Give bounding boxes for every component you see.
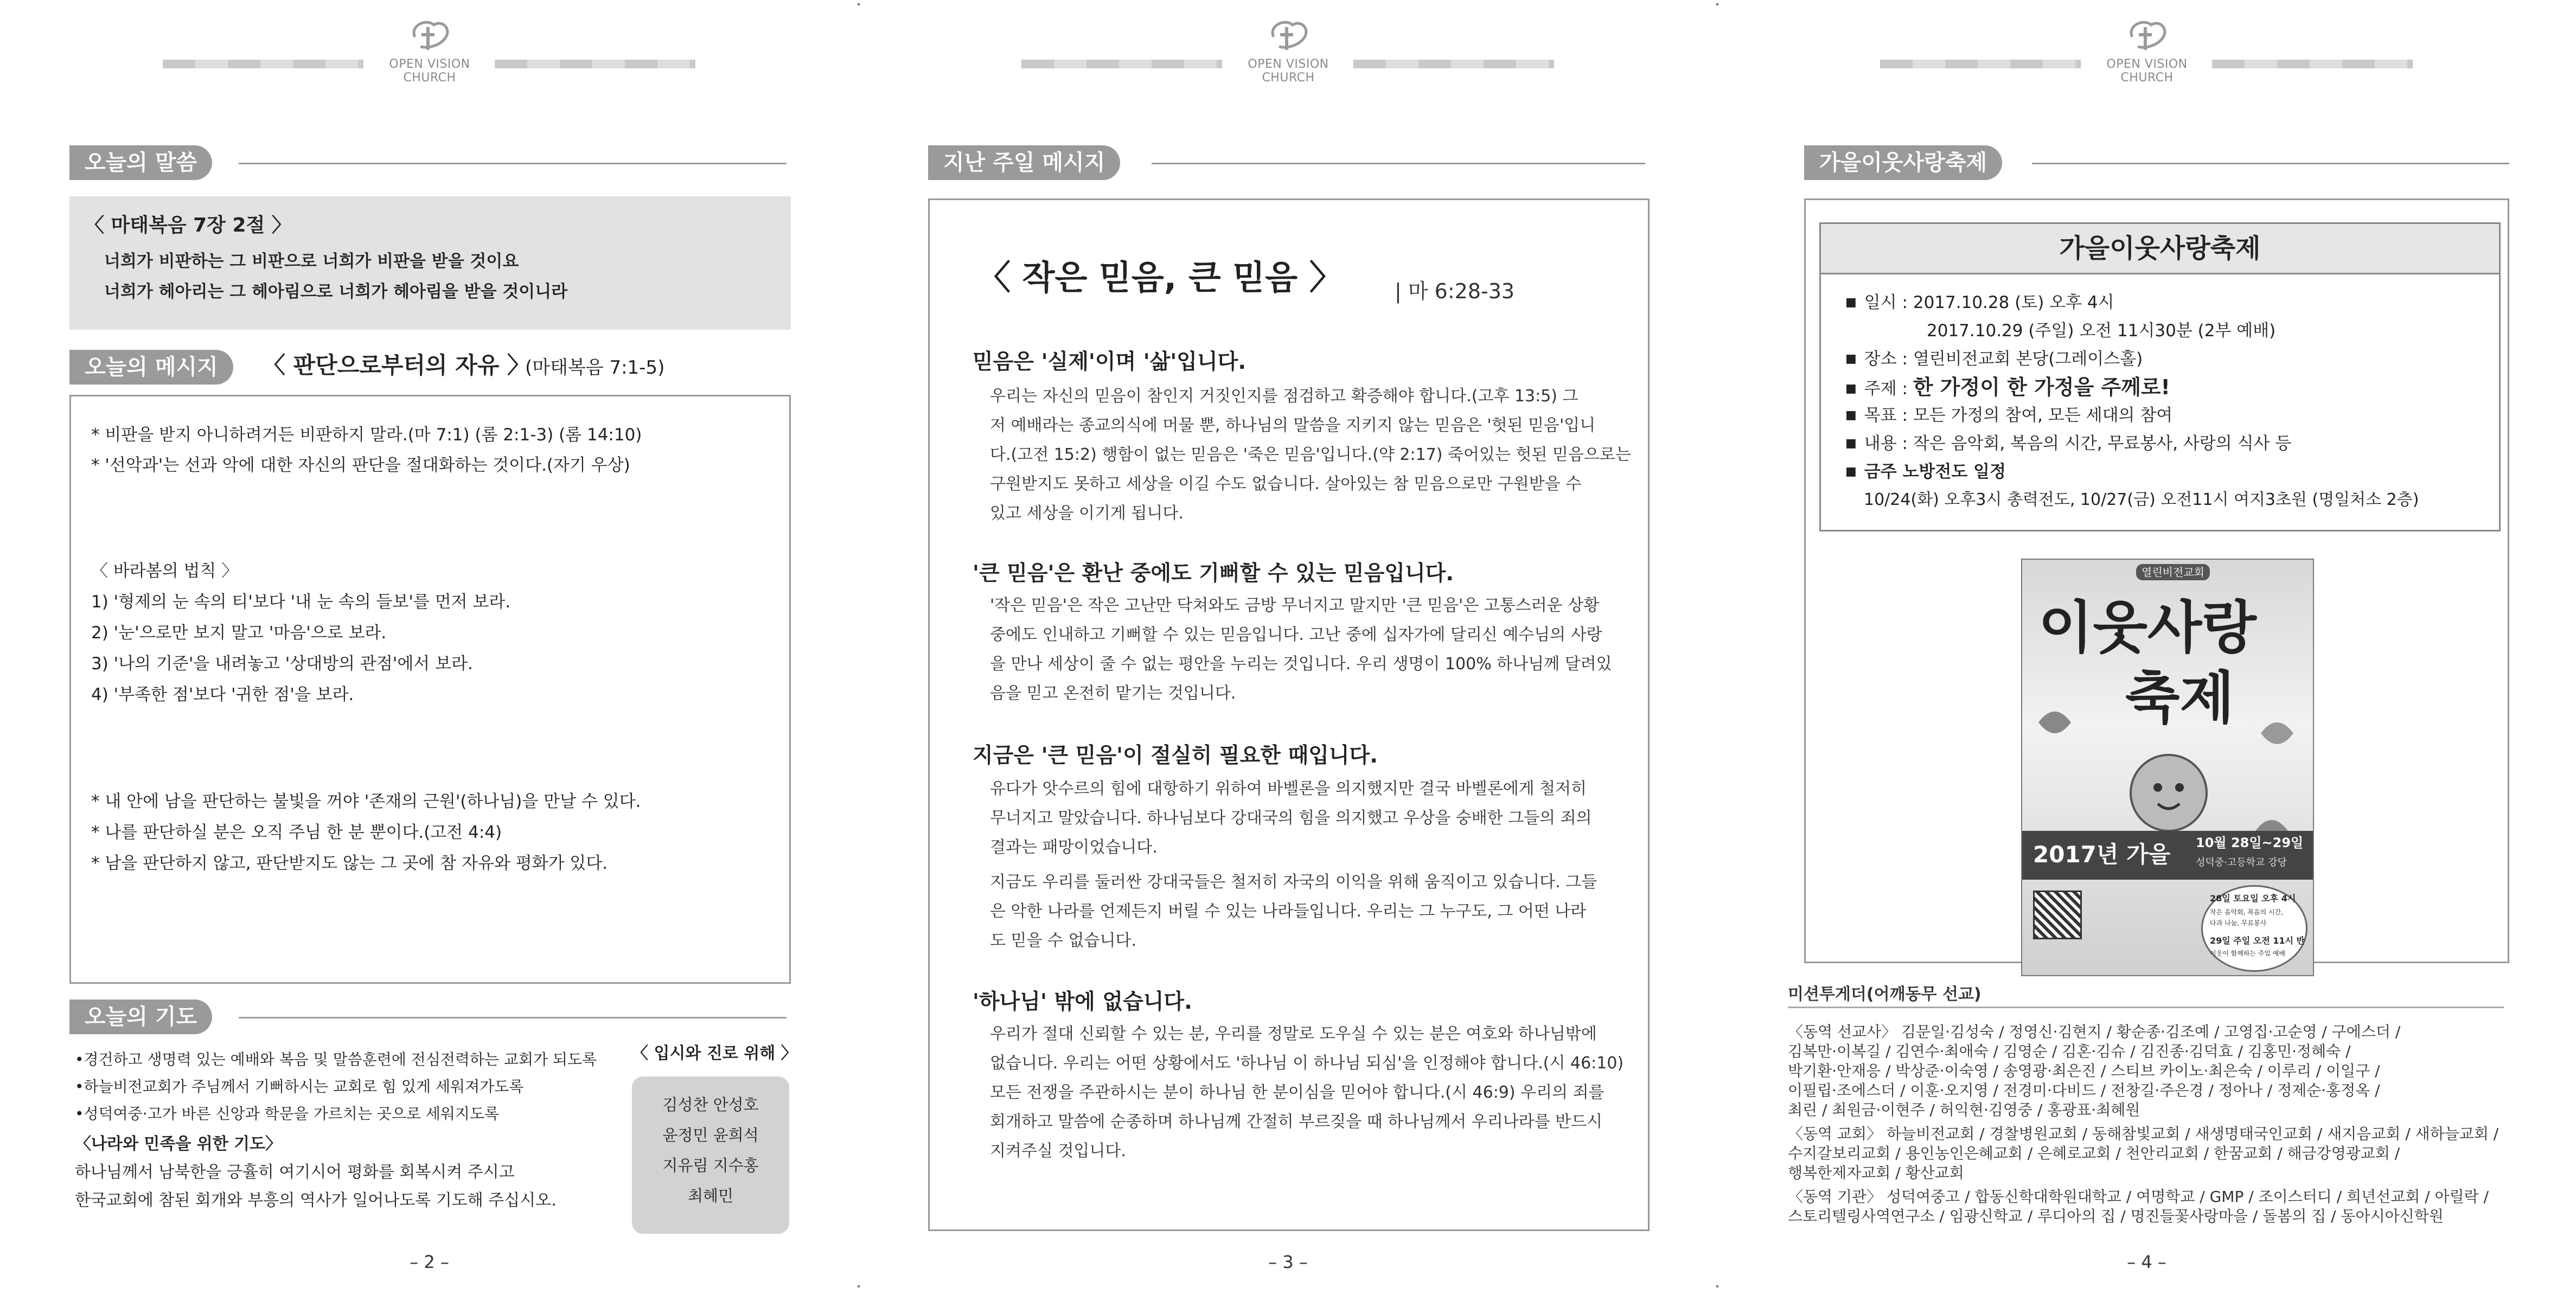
sermon-line: 모든 전쟁을 주관하시는 분이 하나님 한 분이심을 믿어야 합니다.(시 46:9) 우리의 죄를: [990, 1083, 1605, 1102]
section-rule: [1152, 163, 1645, 164]
entrance-names-box: [632, 1077, 789, 1234]
crop-mark: [858, 1285, 860, 1287]
sermon-line: 회개하고 말씀에 순종하며 하나님께 간절히 부르짖을 때 하나님께서 우리나라를 반드시: [990, 1112, 1603, 1131]
church-name: OPEN VISION CHURCH: [2106, 57, 2188, 85]
header-bar-left: [1021, 60, 1222, 68]
crop-mark: [1716, 3, 1718, 5]
festival-item: ■ 내용 : 작은 음악회, 복음의 시간, 무료봉사, 사랑의 식사 등: [1845, 430, 2291, 460]
poster-place: 성덕중·고등학교 강당: [2196, 857, 2287, 868]
nation-title: 〈나라와 민족을 위한 기도〉: [75, 1135, 282, 1154]
section-rule: [239, 1017, 787, 1018]
page-header: [0, 15, 859, 85]
sermon-heading: '하나님' 밖에 없습니다.: [973, 990, 1192, 1014]
poster-sun: 29일 주일 오전 11시 반: [2210, 936, 2305, 946]
section-rule: [1788, 1007, 2504, 1008]
church-logo-icon: [404, 15, 454, 54]
festival-box-title: 가을이웃사랑축제: [1819, 222, 2501, 274]
mission-line: 이필립·조에스더 / 이훈·오지영 / 전경미·다비드 / 전창길·주은경 / 정아나 / 정제순·홍정옥 /: [1788, 1081, 2380, 1099]
entrance-name: 김성찬 안성호: [662, 1096, 759, 1114]
page-number: – 2 –: [410, 1252, 449, 1272]
sermon-line: 은 악한 나라를 언제든지 버릴 수 있는 나라들입니다. 우리는 그 누구도, 그 어떤 나라: [990, 902, 1587, 921]
header-bar-left: [163, 60, 363, 68]
poster-sat: 28일 토요일 오후 4시: [2210, 893, 2296, 904]
festival-poster: [2021, 559, 2314, 976]
mission-line: 〈동역 교회〉 하늘비전교회 / 경찰병원교회 / 동해참빛교회 / 새생명태국인교회 / 새지음교회 / 새하늘교회 /: [1788, 1125, 2499, 1143]
page-4: [1717, 0, 2576, 1294]
sermon-line: 저 예배라는 종교의식에 머물 뿐, 하나님의 말씀을 지키지 않는 믿음은 '헛된 믿음'입니: [990, 416, 1596, 435]
verse-line: 너희가 헤아리는 그 헤아림으로 너희가 헤아림을 받을 것이니라: [104, 282, 568, 302]
poster-sun-desc: 이웃이 함께하는 주일 예배: [2210, 950, 2285, 957]
church-name: OPEN VISION CHURCH: [389, 57, 470, 85]
sermon-line: 지켜주실 것입니다.: [990, 1142, 1126, 1161]
prayer-section-title: 오늘의 기도: [69, 1000, 212, 1034]
sermon-line: 다.(고전 15:2) 행함이 없는 믿음은 '죽은 믿음'입니다.(약 2:17) 죽어있는 헛된 믿음으로는: [990, 445, 1631, 464]
church-name: OPEN VISION CHURCH: [1248, 57, 1329, 85]
sermon-line: 없습니다. 우리는 어떤 상황에서도 '하나님 이 하나님 되심'을 인정해야 합니다.(시 46:10): [990, 1054, 1624, 1073]
header-bar-right: [2212, 60, 2413, 68]
entrance-name: 최혜민: [687, 1187, 734, 1205]
page-header: [1717, 15, 2576, 85]
mission-line: 최린 / 최원금·이현주 / 허익현·김영중 / 홍광표·최혜원: [1788, 1101, 2140, 1119]
mission-line: 스토리텔링사역연구소 / 임광신학교 / 루디아의 집 / 명진들꽃사랑마을 / 돌봄의 집 / 동아시아신학원: [1788, 1207, 2444, 1225]
message-line: * 남을 판단하지 않고, 판단받지도 않는 그 곳에 참 자유와 평화가 있다.: [91, 854, 608, 873]
sermon-line: 중에도 인내하고 기뻐할 수 있는 믿음입니다. 고난 중에 십자가에 달리신 예수님의 사랑: [990, 625, 1602, 644]
poster-year: 2017년 가을: [2033, 841, 2171, 868]
festival-item: ■ 목표 : 모든 가정의 참여, 모든 세대의 참여: [1845, 401, 2172, 432]
qr-code-icon: [2033, 891, 2082, 939]
mission-line: 〈동역 기관〉 성덕여중고 / 합동신학대학원대학교 / 여명학교 / GMP / 조이스터디 / 희년선교회 / 아릴락 /: [1788, 1188, 2489, 1206]
nation-line: 한국교회에 참된 회개와 부흥의 역사가 일어나도록 기도해 주십시오.: [75, 1191, 557, 1210]
prayer-line: •성덕여중·고가 바른 신앙과 학문을 가르치는 곳으로 세워지도록: [75, 1105, 500, 1123]
entrance-name: 윤정민 윤희석: [662, 1126, 759, 1144]
header-bar-right: [495, 60, 695, 68]
verse-ref: 〈 마태복음 7장 2절 〉: [85, 214, 291, 236]
sermon-line: 음을 믿고 온전히 맡기는 것입니다.: [990, 684, 1236, 703]
poster-title: 축제: [2125, 665, 2234, 731]
poster-sat-desc: 작은 음악회, 복음의 시간, 다과 나눔, 무료봉사: [2210, 908, 2283, 927]
sermon-heading: 믿음은 '실제'이며 '삶'입니다.: [973, 350, 1247, 374]
message-line: * '선악과'는 선과 악에 대한 자신의 판단을 절대화하는 것이다.(자기 우상): [91, 456, 630, 475]
festival-item: 10/24(화) 오후3시 총력전도, 10/27(금) 오전11시 여지3초원 (명일처소 2층): [1864, 490, 2419, 509]
law-line: 1) '형제의 눈 속의 티'보다 '내 눈 속의 들보'를 먼저 보라.: [91, 592, 511, 612]
church-logo-icon: [2121, 15, 2171, 54]
law-title: 〈 바라봄의 법칙 〉: [91, 561, 239, 581]
mission-line: 행복한제자교회 / 황산교회: [1788, 1164, 1964, 1182]
mission-line: 김복만·이복길 / 김연수·최애숙 / 김영순 / 김혼·김슈 / 김진종·김덕효 / 김홍민·정혜숙 /: [1788, 1042, 2351, 1060]
message-line: * 내 안에 남을 판단하는 불빛을 꺼야 '존재의 근원'(하나님)을 만날 수 있다.: [91, 792, 641, 811]
page-number: – 3 –: [1268, 1252, 1308, 1272]
prayer-line: •하늘비전교회가 주님께서 기뻐하시는 교회로 힘 있게 세워져가도록: [75, 1078, 524, 1096]
sermon-heading: '큰 믿음'은 환난 중에도 기뻐할 수 있는 믿음입니다.: [973, 561, 1454, 586]
sermon-line: 유다가 앗수르의 힘에 대항하기 위하여 바벨론을 의지했지만 결국 바벨론에게 철저히: [990, 779, 1587, 798]
header-bar-right: [1353, 60, 1554, 68]
message-subject: 〈 판단으로부터의 자유 〉: [263, 352, 530, 379]
section-rule: [2032, 163, 2509, 164]
law-line: 3) '나의 기준'을 내려놓고 '상대방의 관점'에서 보라.: [91, 654, 473, 674]
nation-line: 하나님께서 남북한을 긍휼히 여기시어 평화를 회복시켜 주시고: [75, 1163, 515, 1182]
sermon-line: 결과는 패망이었습니다.: [990, 838, 1158, 857]
sermon-line: 무너지고 말았습니다. 하나님보다 강대국의 힘을 의지했고 우상을 숭배한 그들의 죄의: [990, 809, 1592, 828]
entrance-title: 〈 입시와 진로 위해 〉: [632, 1044, 797, 1063]
crop-mark: [1716, 1285, 1718, 1287]
word-section-title: 오늘의 말씀: [69, 145, 212, 180]
poster-title: 이웃사랑: [2038, 594, 2257, 661]
mission-line: 〈동역 선교사〉 김문일·김성숙 / 정영신·김현지 / 황순종·김조예 / 고영집·고순영 / 구에스더 /: [1788, 1023, 2401, 1041]
mission-title: 미션투게더(어깨동무 선교): [1788, 985, 1981, 1004]
sermon-heading: 지금은 '큰 믿음'이 절실히 필요한 때입니다.: [973, 744, 1378, 768]
law-line: 4) '부족한 점'보다 '귀한 점'을 보라.: [91, 685, 354, 704]
sermon-line: 을 만나 세상이 줄 수 없는 평안을 누리는 것입니다. 우리 생명이 100% 하나님께 달려있: [990, 655, 1612, 674]
prayer-line: •경건하고 생명력 있는 예배와 복음 및 말씀훈련에 전심전력하는 교회가 되도록: [75, 1050, 597, 1068]
sermon-ref: | 마 6:28-33: [1395, 279, 1515, 303]
sermon-line: '작은 믿음'은 작은 고난만 닥쳐와도 금방 무너지고 말지만 '큰 믿음'은 고통스러운 상황: [990, 596, 1600, 615]
page-2: [0, 0, 859, 1294]
mission-line: 박기환·안재응 / 박상준·이숙영 / 송영광·최은진 / 스티브 카이노·최은숙 / 이루리 / 이일구 /: [1788, 1062, 2380, 1080]
page-header: [859, 15, 1717, 85]
last-sunday-section-title: 지난 주일 메시지: [928, 145, 1120, 180]
sermon-line: 있고 세상을 이기게 됩니다.: [990, 504, 1184, 523]
section-rule: [239, 163, 787, 164]
message-section-title: 오늘의 메시지: [69, 350, 233, 385]
message-line: * 나를 판단하실 분은 오직 주님 한 분 뿐이다.(고전 4:4): [91, 823, 502, 842]
page-3: [859, 0, 1717, 1294]
festival-item: ■ 주제 : 한 가정이 한 가정을 주께로!: [1845, 373, 2170, 405]
entrance-name: 지유림 지수홍: [662, 1156, 759, 1175]
festival-item: ■ 장소 : 열린비전교회 본당(그레이스홀): [1845, 345, 2143, 375]
law-line: 2) '눈'으로만 보지 말고 '마음'으로 보라.: [91, 623, 387, 643]
poster-church: 열린비전교회: [2136, 564, 2210, 580]
mission-line: 수지갈보리교회 / 용인농인은혜교회 / 은혜로교회 / 천안리교회 / 한꿈교회 / 해금강영광교회 /: [1788, 1144, 2400, 1162]
festival-item: 2017.10.29 (주일) 오전 11시30분 (2부 예배): [1927, 321, 2276, 341]
sermon-line: 우리는 자신의 믿음이 참인지 거짓인지를 점검하고 확증해야 합니다.(고후 13:5) 그: [990, 387, 1578, 406]
church-logo-icon: [1263, 15, 1313, 54]
sermon-line: 도 믿을 수 없습니다.: [990, 931, 1136, 950]
header-bar-left: [1880, 60, 2081, 68]
crop-mark: [858, 3, 860, 5]
sermon-line: 지금도 우리를 둘러싼 강대국들은 철저히 자국의 이익을 위해 움직이고 있습니다. 그들: [990, 873, 1597, 892]
verse-line: 너희가 비판하는 그 비판으로 너희가 비판을 받을 것이요: [104, 252, 519, 271]
page-number: – 4 –: [2127, 1252, 2166, 1272]
message-ref: (마태복음 7:1-5): [525, 357, 665, 379]
sermon-line: 구원받지도 못하고 세상을 이길 수도 없습니다. 살아있는 참 믿음으로만 구원받을 수: [990, 475, 1582, 494]
festival-item: ■ 일시 : 2017.10.28 (토) 오후 4시: [1845, 289, 2114, 319]
festival-section-title: 가을이웃사랑축제: [1804, 145, 2002, 180]
festival-item: ■ 금주 노방전도 일정: [1845, 458, 2006, 488]
poster-date: 10월 28일~29일: [2196, 835, 2304, 850]
verse-box: [69, 196, 791, 330]
sermon-title: 〈 작은 믿음, 큰 믿음 〉: [977, 258, 1343, 297]
sermon-line: 우리가 절대 신뢰할 수 있는 분, 우리를 정말로 도우실 수 있는 분은 여호와 하나님밖에: [990, 1024, 1597, 1043]
message-line: * 비판을 받지 아니하려거든 비판하지 말라.(마 7:1) (롬 2:1-3) (롬 14:10): [91, 425, 642, 445]
